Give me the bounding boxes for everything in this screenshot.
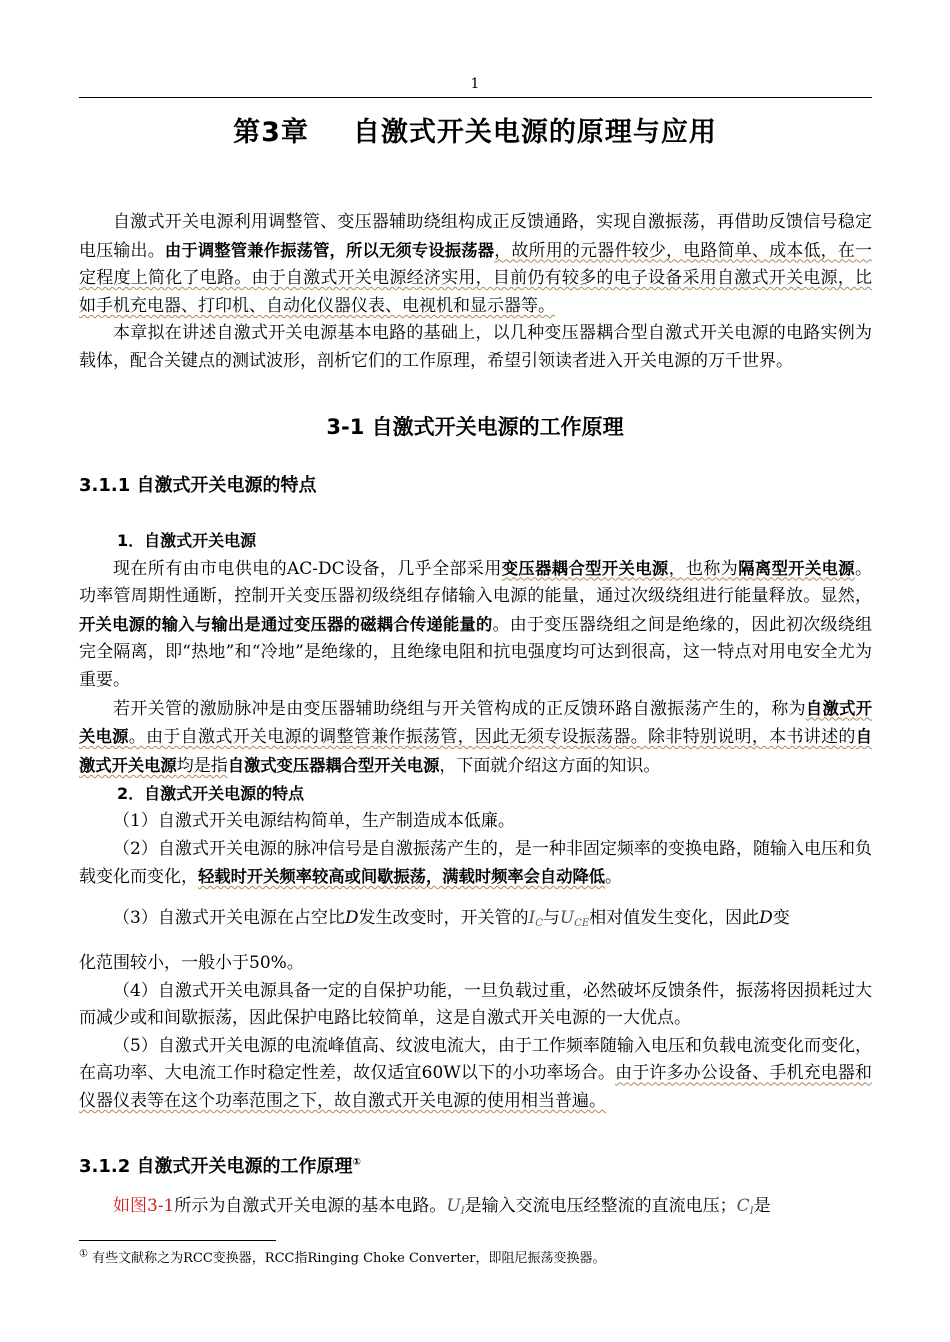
subsection-title: 3.1.2 自激式开关电源的工作原理 — [79, 1156, 353, 1177]
feature-3-continued: 化范围较小，一般小于50%。 — [79, 953, 304, 973]
feature-1: （1）自激式开关电源结构简单，生产制造成本低廉。 — [113, 810, 515, 831]
text-run: 相对值发生变化，因此 — [589, 908, 760, 928]
feature-4: （4）自激式开关电源具备一定的自保护功能，一旦负载过重，必然破坏反馈条件，振荡将因损耗过大而减少或和间歇振荡，因此保护电路比较简单，这是自激式开关电源的一大优点。 — [79, 980, 872, 1029]
symbol-U: U — [559, 908, 575, 928]
subsection-heading-1: 3.1.1 自激式开关电源的特点 — [79, 475, 317, 496]
text-run: 变 — [772, 908, 790, 928]
symbol-D: D — [344, 908, 359, 928]
chapter-title — [0, 110, 950, 149]
text-run: 是输入交流电压经整流的直流电压； — [464, 1196, 737, 1216]
text-run: 由于许多办公设备、手机充电器和仪器仪表等在这个功率范围之下，故自激式开关电源的使用相当普遍。 — [79, 1063, 872, 1111]
text-run: （5）自激式开关电源的电流峰值高、纹波电流大，由于工作频率随输入电压和负载电流变化而变化，在高功率、大电流工作时稳定性差，故仅适宜60W以下的小功率场合。 — [79, 1035, 872, 1084]
page-number: 1 — [470, 76, 480, 92]
last-paragraph — [79, 1193, 872, 1226]
figure-link[interactable]: 如图3-1 — [113, 1196, 175, 1216]
footnote-text: 有些文献称之为RCC变换器，RCC指Ringing Choke Converter，即阻尼振荡变换器。 — [92, 1251, 606, 1266]
text-run: 现在所有由市电供电的AC-DC设备，几乎全部采用 — [113, 558, 502, 579]
text-run: 所示为自激式开关电源的基本电路。 — [174, 1196, 447, 1216]
subscript-CE: CE — [574, 918, 590, 929]
features-continued — [79, 950, 872, 1116]
text-run: ，也称为 — [668, 558, 739, 579]
text-run: ，下面就介绍这方面的知识。 — [439, 755, 661, 776]
feature-3-line — [79, 905, 872, 938]
text-run: （3）自激式开关电源在占空比 — [113, 908, 345, 928]
text-run: 是 — [753, 1196, 771, 1216]
subsection-heading-2 — [79, 1152, 361, 1178]
feature-3 — [79, 905, 872, 938]
section-heading: 3-1 自激式开关电源的工作原理 — [326, 415, 624, 439]
intro-paragraph-2: 本章拟在讲述自激式开关电源基本电路的基础上，以几种变压器耦合型自激式开关电源的电路实例为载体，配合关键点的测试波形，剖析它们的工作原理，希望引领读者进入开关电源的万千世界。 — [79, 323, 872, 371]
intro-text — [79, 209, 872, 376]
header-rule — [79, 97, 872, 98]
bold-run: 自激式变压器耦合型开关电源 — [227, 755, 440, 775]
text-run: 均是指 — [176, 755, 228, 776]
symbol-U: U — [446, 1196, 461, 1216]
bold-run: 变压器耦合型开关电源 — [501, 558, 669, 578]
chapter-name: 自激式开关电源的原理与应用 — [352, 117, 717, 148]
symbol-D: D — [759, 908, 773, 928]
intro-paragraph-1 — [79, 209, 872, 320]
text-run: 。由于变压器绕组之间是绝缘的，因此初次级绕组完全隔离，即“热地”和“冷地”是绝缘的，且绝缘电阻和抗电强度均可达到很高，这一特点对用电安全尤为重要。 — [79, 614, 872, 690]
footnote — [79, 1247, 605, 1266]
text-run: 。 — [605, 867, 623, 888]
bold-run: 隔离型开关电源 — [738, 558, 855, 578]
footnote-rule — [79, 1240, 276, 1241]
item-heading-2: 2．自激式开关电源的特点 — [117, 784, 305, 804]
item-heading-1: 1．自激式开关电源 — [117, 531, 257, 550]
bold-run: 由于调整管兼作振荡管，所以无须专设振荡器 — [164, 240, 495, 260]
bold-run: 自激式开关电源 — [79, 727, 872, 775]
feature-5 — [79, 1033, 872, 1116]
text-run: ，故所用的元器件较少，电路简单、成本低，在一定程度上简化了电路。由于自激式开关电源经济实用，目前仍有较多的电子设备采用自激式开关电源，比如手机充电器、打印机、自动化仪器仪表、电视机和显示器等。 — [79, 240, 873, 316]
bold-run: 自激式开关电源 — [79, 698, 872, 747]
feature-2 — [79, 836, 872, 892]
chapter-number: 第3章 — [233, 117, 309, 148]
section-2-body — [79, 1193, 872, 1226]
s1-paragraph-2 — [79, 695, 872, 781]
text-run: （2）自激式开关电源的脉冲信号是自激振荡产生的，是一种非固定频率的变换电路，随输入电压和负载变化而变化， — [79, 838, 872, 888]
s1-paragraph-1 — [79, 555, 872, 695]
text-run: 。功率管周期性通断，控制开关变压器初级绕组存储输入电源的能量，通过次级绕组进行能量释放。显然， — [79, 558, 872, 607]
footnote-mark: ① — [79, 1248, 88, 1260]
text-run: 若开关管的激励脉冲是由变压器辅助绕组与开关管构成的正反馈环路自激振荡产生的，称为 — [113, 698, 806, 719]
text-run: 自激式开关电源利用调整管、变压器辅助绕组构成正反馈通路，实现自激振荡，再借助反馈信号稳定电压输出。 — [79, 212, 872, 261]
symbol-C: C — [736, 1196, 750, 1216]
text-run: 发生改变时，开关管的 — [358, 908, 529, 928]
subscript-I: I — [460, 1206, 465, 1217]
symbol-I: I — [528, 908, 536, 928]
text-run: 与 — [542, 908, 560, 928]
bold-run: 开关电源的输入与输出是通过变压器的磁耦合传递能量的 — [79, 614, 493, 634]
text-run: 。由于自激式开关电源的调整管兼作振荡管，因此无须专设振荡器。除非特别说明，本书讲述的 — [128, 727, 856, 748]
section-1-body — [79, 527, 872, 892]
footnote-ref: ① — [352, 1157, 361, 1168]
subscript-I: I — [749, 1206, 754, 1217]
subscript-C: C — [535, 918, 543, 929]
bold-run: 轻载时开关频率较高或间歇振荡，满载时频率会自动降低 — [198, 867, 606, 887]
